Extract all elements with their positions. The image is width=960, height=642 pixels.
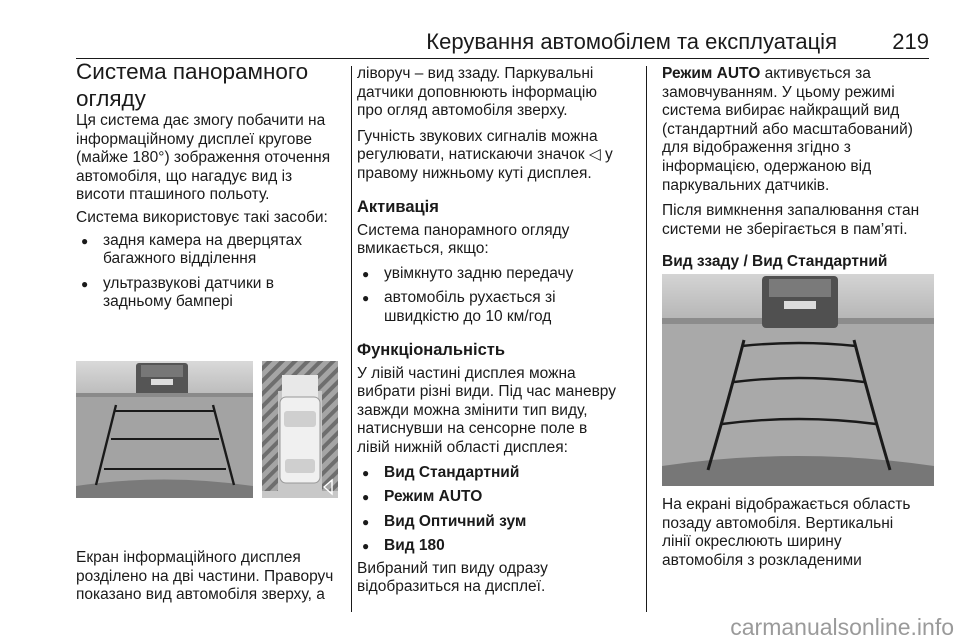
- equipment-list: [76, 232, 346, 312]
- volume-paragraph: Гучність звукових сигналів можна регулювати, натискаючи значок ◁ у правому нижньому куті дисплея.: [357, 127, 613, 182]
- intro-paragraph: Ця система дає змогу побачити на інформаційному дисплеї кругове (майже 180°) зображення оточення автомобіля, що нагадує вид із висоти пташиного польоту.: [76, 112, 331, 204]
- activation-heading: Активація: [357, 197, 439, 216]
- figure-caption: Екран інформаційного дисплея розділено на дві частини. Праворуч показано вид автомобіля зверху, а: [76, 549, 334, 604]
- paragraph: Система панорамного огляду вмикається, якщо:: [357, 221, 570, 258]
- activation-list: [357, 265, 635, 327]
- list-item: ● задня камера на дверцятах багажного відділення: [76, 232, 346, 269]
- page-header: [76, 0, 929, 59]
- functionality-heading: Функціональність: [357, 340, 506, 359]
- column-3: [662, 58, 934, 272]
- paragraph: Після вимкнення запалювання стан системи не зберігається в пам’яті.: [662, 202, 920, 238]
- column-2: [357, 58, 635, 597]
- list-item: ● увімкнуто задню передачу: [357, 265, 635, 284]
- rear-view-subheading: Вид ззаду / Вид Стандартний: [662, 253, 888, 271]
- rear-standard-view-figure: [662, 274, 934, 486]
- paragraph: Режим AUTO активується за замовчуванням. У цьому режимі система вибирає найкращий вид (стандартний або масштабований) для відображення згідно з інформацією, одержаною від паркувальних датчиків.: [662, 65, 913, 194]
- list-item: ● Вид Стандартний: [357, 464, 635, 483]
- view-type-list: [357, 464, 635, 556]
- rear-view-description: На екрані відображається область позаду автомобіля. Вертикальні лінії окреслюють ширину автомобіля з розкладеними: [662, 496, 911, 569]
- list-item: ● автомобіль рухається зі швидкістю до 10 км/год: [357, 289, 635, 326]
- column-1: [76, 58, 346, 312]
- list-item: ● Режим AUTO: [357, 488, 635, 507]
- list-item: ● ультразвукові датчики в задньому бампері: [76, 275, 346, 312]
- section-heading: Система панорамного огляду: [76, 59, 309, 111]
- paragraph: ліворуч – вид ззаду. Паркувальні датчики доповнюють інформацію про огляд автомобіля зверху.: [357, 65, 597, 120]
- list-item: ● Вид Оптичний зум: [357, 513, 635, 532]
- page-number: 219: [892, 29, 929, 54]
- paragraph: У лівій частині дисплея можна вибрати різні види. Під час маневру завжди можна змінити тип виду, натиснувши на сенсорне поле в лівій нижній області дисплея:: [357, 364, 616, 456]
- list-item: ● Вид 180: [357, 537, 635, 556]
- top-view-panel: [262, 361, 338, 498]
- column-divider-left: [351, 66, 352, 612]
- paragraph: Вибраний тип виду одразу відобразиться на дисплеї.: [357, 559, 548, 596]
- rear-view-panel: [76, 361, 253, 498]
- display-split-figure: [76, 361, 338, 498]
- column-divider-right: [646, 66, 647, 612]
- watermark: carmanualsonline.info: [730, 614, 954, 640]
- header-title: Керування автомобілем та експлуатація: [426, 29, 837, 54]
- uses-paragraph: Система використовує такі засоби:: [76, 208, 328, 226]
